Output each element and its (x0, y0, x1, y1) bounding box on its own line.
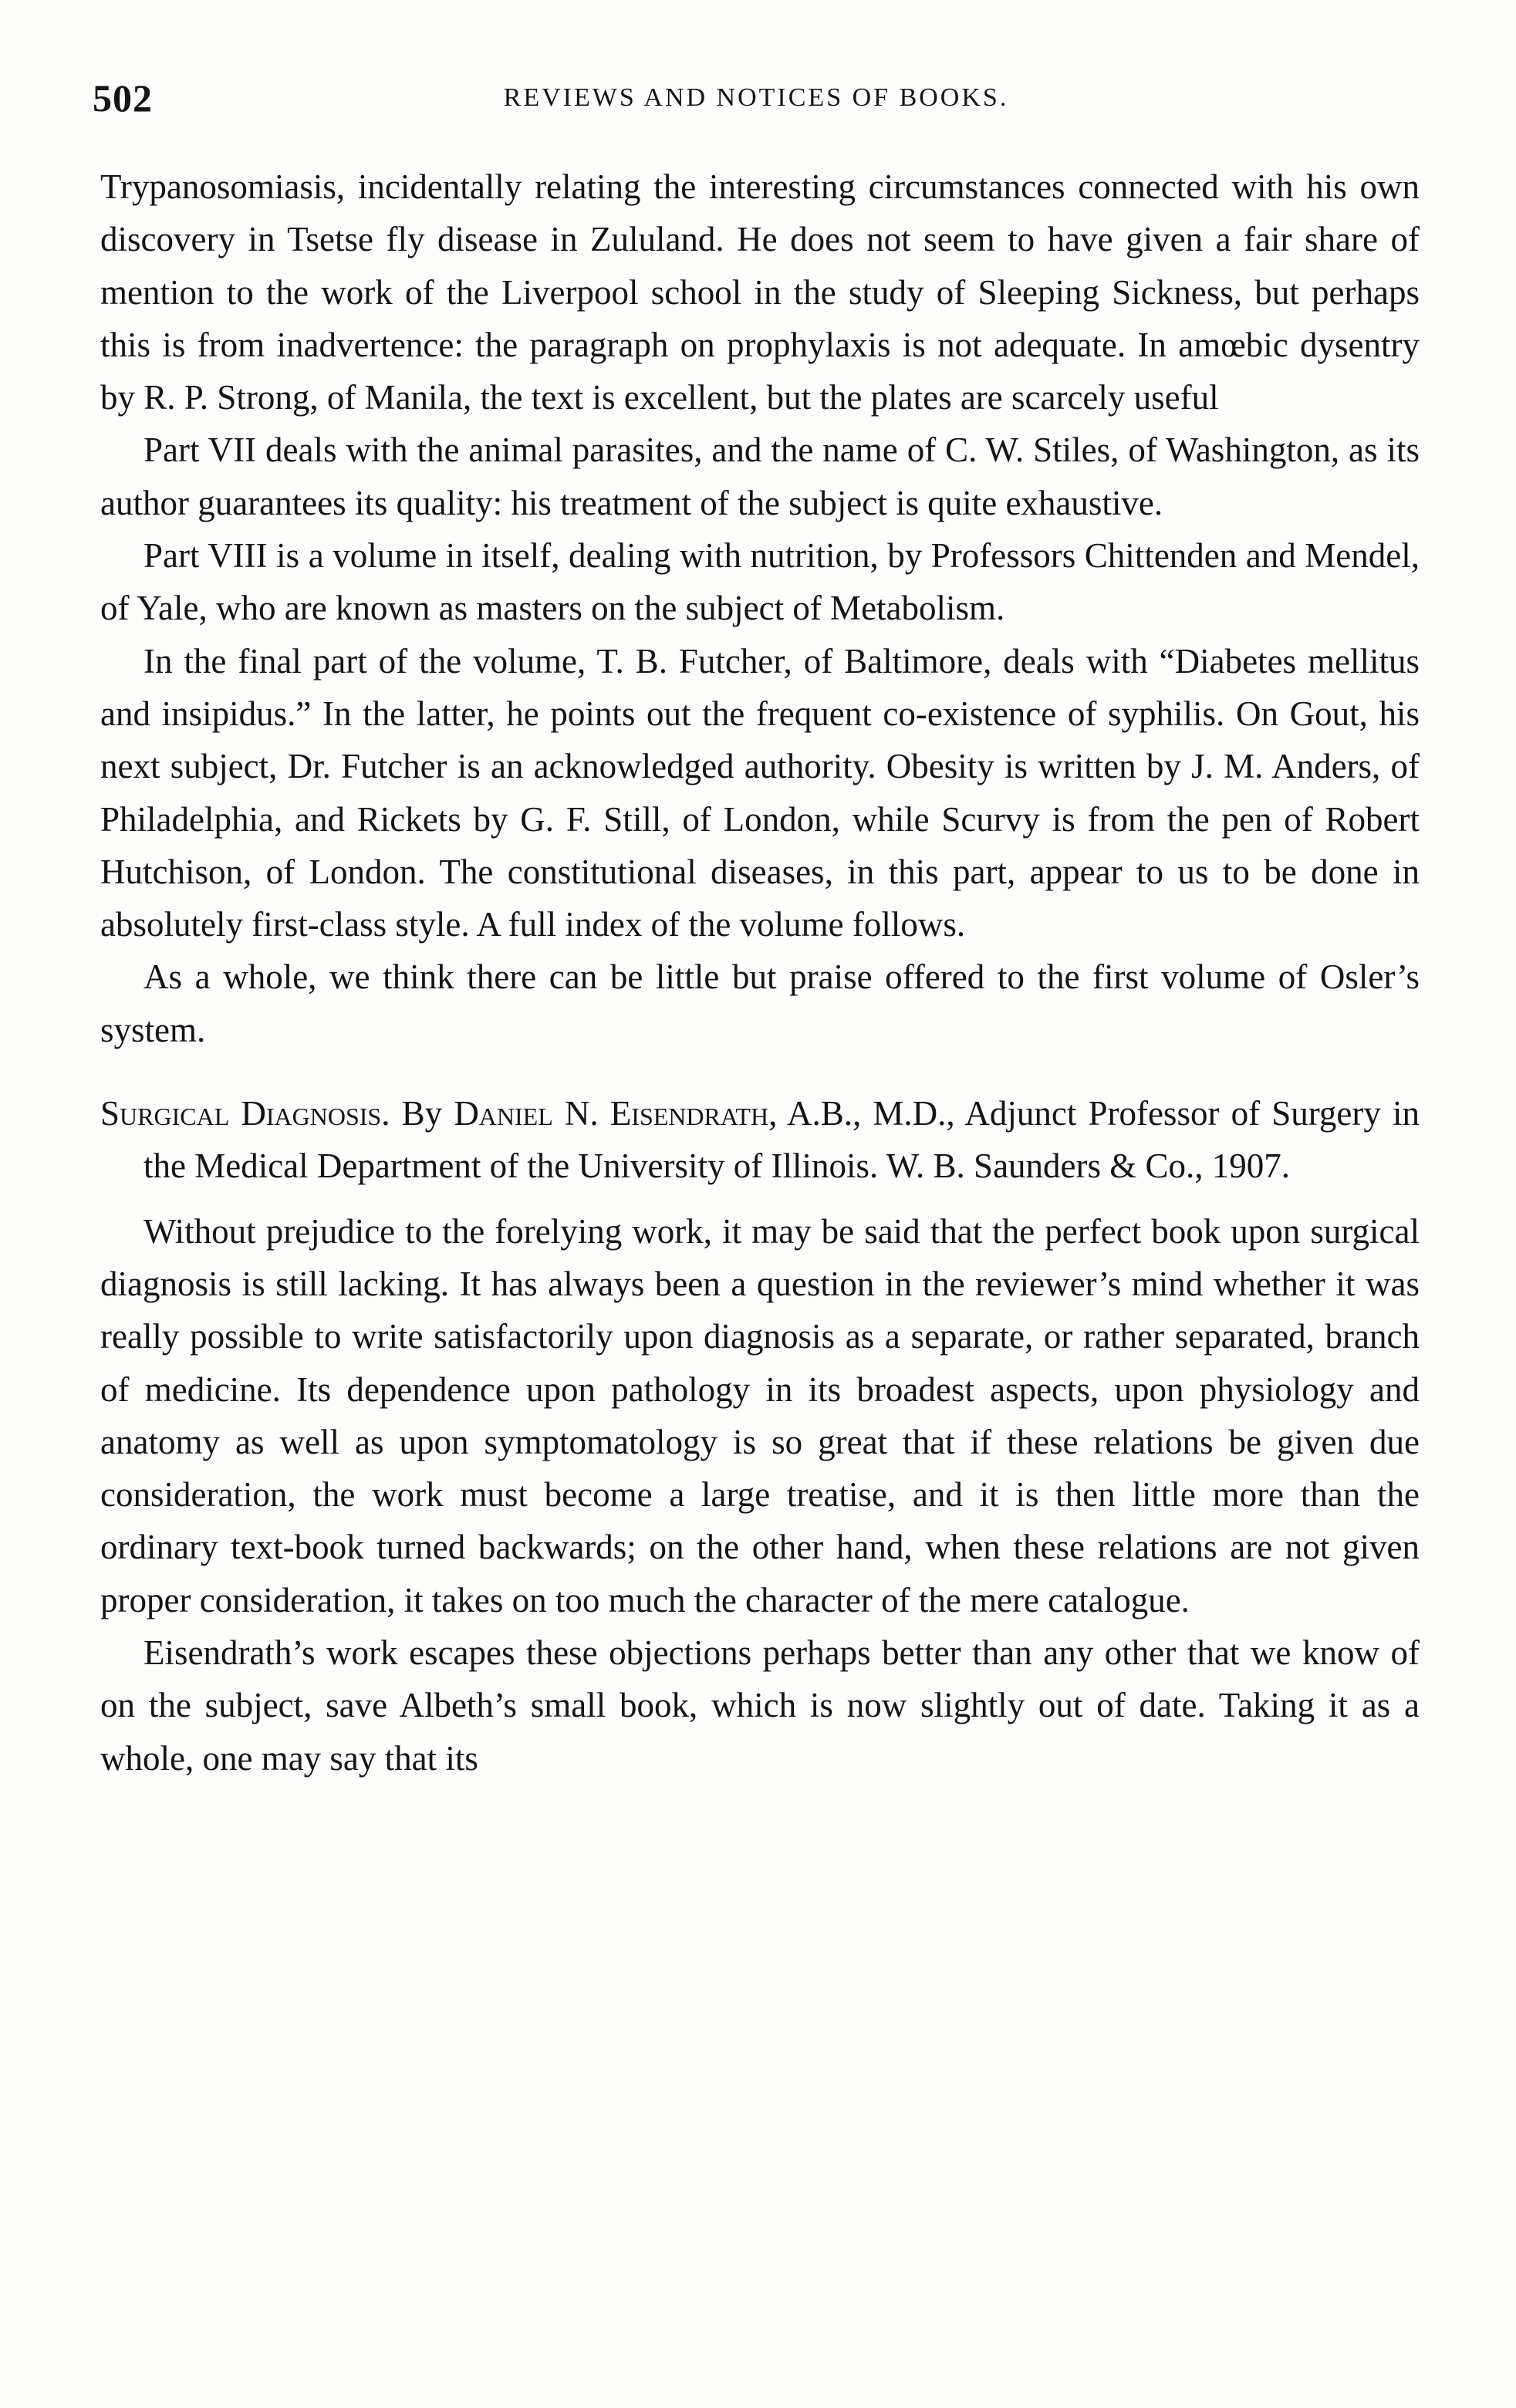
page-number: 502 (93, 76, 153, 120)
paragraph-part-viii: Part VIII is a volume in itself, dealing with nutrition, by Professors Chittenden and Mendel, of Yale, who are known as masters on the subject of Metabolism. (100, 536, 1420, 628)
body-text (100, 160, 1420, 1785)
book-by: By (401, 1094, 443, 1133)
review-paragraph: Eisendrath’s work escapes these objections perhaps better than any other that we know of on the subject, save Albeth’s small book, which is now slightly out of date. Taking it as a whole, one may say that its (100, 1633, 1420, 1778)
review-paragraph: Without prejudice to the forelying work, it may be said that the perfect book upon surgical diagnosis is still lacking. It has always been a question in the reviewer’s mind whether it was really possible to write satisfactorily upon diagnosis as a separate, or rather separated, branch of medicine. Its dependence upon pathology in its broadest aspects, upon physiology and anatomy as well as upon symptomatology is so great that if these relations be given due consideration, the work must become a large treatise, and it is then little more than the ordinary text-book turned backwards; on the other hand, when these relations are not given proper consideration, it takes on too much the character of the mere catalogue. (100, 1211, 1420, 1619)
book-details: A.B., M.D., Adjunct Professor of Surgery in the Medical Department of the University of Illinois. W. B. Saunders & Co., 1907. (143, 1094, 1420, 1186)
paragraph-final-part: In the final part of the volume, T. B. Futcher, of Baltimore, deals with “Diabetes mellitus and insipidus.” In the latter, he points out the frequent co-existence of syphilis. On Gout, his next subject, Dr. Futcher is an acknowledged authority. Obesity is written by J. M. Anders, of Philadelphia, and Rickets by G. F. Still, of London, while Scurvy is from the pen of Robert Hutchison, of London. The constitutional diseases, in this part, appear to us to be done in absolutely first-class style. A full index of the volume follows. (100, 641, 1420, 944)
running-head: REVIEWS AND NOTICES OF BOOKS. (503, 83, 1009, 112)
paragraph-summary: As a whole, we think there can be little but praise offered to the first volume of Osler’s system. (100, 957, 1420, 1049)
paragraph-continued: Trypanosomiasis, incidentally relating the interesting circumstances connected with his own discovery in Tsetse fly disease in Zululand. He does not seem to have given a fair share of mention to the work of the Liverpool school in the study of Sleeping Sickness, but perhaps this is from inadvertence: the paragraph on prophylaxis is not adequate. In amœbic dysentry by R. P. Strong, of Manila, the text is excellent, but the plates are scarcely useful (100, 167, 1420, 417)
book-title: Surgical Diagnosis. (100, 1094, 390, 1133)
page-header (93, 76, 1420, 130)
paragraph-part-vii: Part VII deals with the animal parasites, and the name of C. W. Stiles, of Washington, as its author guarantees its quality: his treatment of the subject is quite exhaustive. (100, 431, 1420, 522)
book-author: Daniel N. Eisendrath, (454, 1094, 778, 1133)
book-entry-heading (100, 1087, 1420, 1193)
